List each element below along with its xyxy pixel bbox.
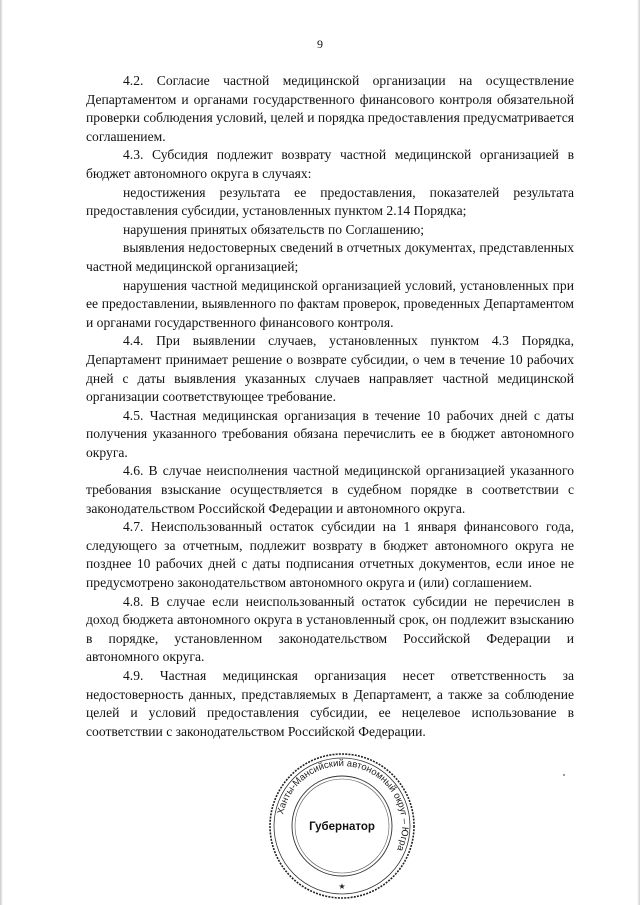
paragraph-4-2: 4.2. Согласие частной медицинской организации на осуществление Департаментом и органами государственного финансового контроля обязательной проверки соблюдения условий, целей и порядка предоставления предусматривается соглашением. <box>86 73 574 144</box>
paragraph-4-3-item-4: нарушения частной медицинской организацией условий, установленных при ее предоставлении, выявленного по фактам проверок, проведенных Департаментом и органами государственного финансового контроля. <box>86 277 574 330</box>
seal-ring-text: Ханты-Мансийский автономный округ – Югра <box>275 757 411 853</box>
scan-speck <box>563 774 565 776</box>
scan-edge-left <box>0 0 3 905</box>
paragraph-4-3-item-3: выявления недостоверных сведений в отчетных документах, представленных частной медицинской организацией; <box>86 240 574 274</box>
paragraph-4-3-item-1: недостижения результата ее предоставления, показателей результата предоставления субсидии, установленных пунктом 2.14 Порядка; <box>86 184 574 219</box>
official-seal <box>262 752 422 900</box>
seal-star-icon: ★ <box>338 882 346 891</box>
seal-center-text: Губернатор <box>309 821 375 833</box>
paragraph-4-5: 4.5. Частная медицинская организация в течение 10 рабочих дней с даты получения указанного требования обязана перечислить ее в бюджет автономного округа. <box>86 407 574 460</box>
paragraph-4-8: 4.8. В случае если неиспользованный остаток субсидии не перечислен в доход бюджета автономного округа в установленный срок, он подлежит взысканию в порядке, установленном законодательством Российской Федерации и автономного округа. <box>86 593 574 665</box>
paragraph-4-3-item-2: нарушения принятых обязательств по Соглашению; <box>123 221 425 237</box>
seal-graphic <box>262 752 422 900</box>
paragraph-4-6: 4.6. В случае неисполнения частной медицинской организацией указанного требования взыскание осуществляется в судебном порядке в соответствии с законодательством Российской Федерации и автономного округа. <box>86 463 574 516</box>
document-body <box>86 72 574 741</box>
paragraph-4-7: 4.7. Неиспользованный остаток субсидии на 1 января финансового года, следующего за отчетным, подлежит возврату в бюджет автономного округа не позднее 10 рабочих дней с даты подписания отчетных документов, если иное не предусмотрено законодательством автономного округа и (или) соглашением. <box>86 519 574 591</box>
paragraph-4-9: 4.9. Частная медицинская организация несет ответственность за недостоверность данных, представляемых в Департамент, а также за соблюдение целей и условий предоставления субсидии, ее нецелевое использование в соответствии с законодательством Российской Федерации. <box>86 668 574 739</box>
paragraph-4-4: 4.4. При выявлении случаев, установленных пунктом 4.3 Порядка, Департамент принимает решение о возврате субсидии, о чем в течение 10 рабочих дней с даты выявления указанных случаев направляет частной медицинской организации соответствующее требование. <box>86 333 574 405</box>
paragraph-4-3: 4.3. Субсидия подлежит возврату частной медицинской организацией в бюджет автономного округа в случаях: <box>86 147 574 181</box>
page-number: 9 <box>317 37 323 51</box>
